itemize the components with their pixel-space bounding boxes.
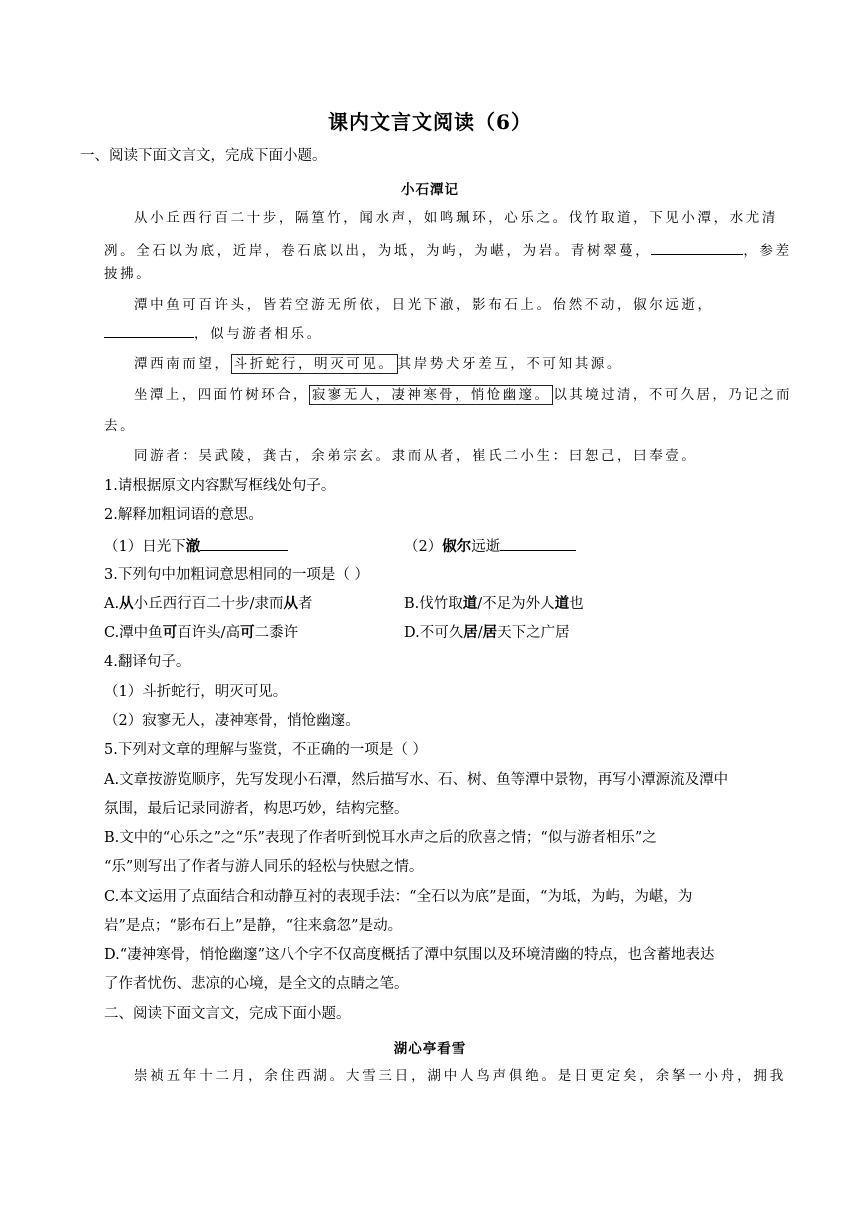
bold-word: 道 (462, 595, 478, 612)
page-title: 课内文言文阅读（6） (328, 110, 532, 134)
option-text: 者 (297, 596, 313, 612)
option-text: /不足为外人 (477, 596, 555, 612)
question-1: 1.请根据原文内容默写框线处句子。 (104, 478, 336, 494)
passage-line (104, 323, 323, 344)
question-4-item-2: （2）寂寥无人，凄神寒骨，悄怆幽邃。 (104, 713, 360, 729)
option-text: D.不可久 (404, 625, 464, 641)
passage-line (104, 240, 792, 261)
option-text: 天下之广居 (497, 625, 570, 641)
option-text: B.伐竹取 (404, 596, 463, 612)
passage-line: 从小丘西行百二十步，隔篁竹，闻水声，如鸣珮环，心乐之。伐竹取道，下见小潭，水尤清 (134, 210, 778, 226)
item-text: （1）日光下 (104, 539, 186, 555)
question-5: 5.下列对文章的理解与鉴赏，不正确的一项是（ ） (104, 742, 427, 758)
item-text: （2） (404, 539, 443, 555)
bold-word: 居 (482, 624, 498, 641)
option-text: / (477, 625, 483, 641)
passage-title: 湖心亭看雪 (393, 1041, 467, 1057)
question-3: 3.下列句中加粗词意思相同的一项是（ ） (104, 567, 369, 583)
item-text: 远逝 (471, 539, 501, 555)
bold-word: 从 (283, 595, 298, 612)
passage-line: 去。 (104, 418, 137, 434)
passage-line: 崇祯五年十二月，余住西湖。大雪三日，湖中人鸟声俱绝。是日更定矣，余拏一小舟，拥我 (134, 1068, 786, 1084)
passage-text: 潭西南而望， (134, 356, 231, 372)
passage-title: 小石潭记 (401, 182, 459, 198)
q5-option-a-line1: A.文章按游览顺序，先写发现小石潭，然后描写水、石、树、鱼等潭中景物，再写小潭源流及潭中 (104, 772, 729, 788)
passage-line: 同游者：吴武陵，龚古，余弟宗玄。隶而从者，崔氏二小生：曰恕己，曰奉壹。 (134, 448, 698, 464)
passage-line: 披拂。 (104, 266, 153, 282)
fill-blank (651, 240, 743, 255)
option-text: 也 (569, 596, 584, 612)
bold-word: 可 (240, 624, 255, 641)
passage-text: 其岸势犬牙差互，不可知其源。 (397, 356, 624, 372)
bold-word: 澈 (185, 538, 201, 555)
q5-option-c-line2: 岩”是点；“影布石上”是静，“往来翕忽”是动。 (104, 918, 403, 934)
q5-option-c-line1: C.本文运用了点面结合和动静互衬的表现手法：“全石以为底”是面，“为坻，为屿，为嵁，为 (104, 889, 693, 905)
answer-blank (200, 536, 288, 551)
q5-option-b-line1: B.文中的“心乐之”之“乐”表现了作者听到悦耳水声之后的欣喜之情；“似与游者相乐”之 (104, 830, 657, 846)
question-4: 4.翻译句子。 (104, 654, 191, 670)
passage-text: 坐潭上，四面竹树环合， (134, 387, 309, 403)
question-2-item-1 (104, 536, 288, 557)
bold-word: 道 (554, 595, 570, 612)
q5-option-b-line2: “乐”则写出了作者与游人同乐的轻松与快慰之情。 (104, 859, 424, 875)
q5-option-a-line2: 氛围，最后记录同游者，构思巧妙，结构完整。 (104, 801, 409, 817)
option-d (404, 623, 570, 643)
question-4-item-1: （1）斗折蛇行，明灭可见。 (104, 684, 288, 700)
passage-text: 冽。全石以为底，近岸，卷石底以出，为坻，为屿，为嵁，为岩。青树翠蔓， (104, 243, 652, 259)
fill-blank (104, 323, 194, 338)
q5-option-d-line1: D.“凄神寒骨，悄怆幽邃”这八个字不仅高度概括了潭中氛围以及环境清幽的特点，也含蓄地表达 (104, 947, 715, 963)
option-b (404, 594, 584, 614)
q5-option-d-line2: 了作者忧伤、悲凉的心境，是全文的点睛之笔。 (104, 976, 409, 992)
passage-text: ，参差 (743, 243, 792, 259)
question-2-item-2 (404, 536, 576, 557)
question-2: 2.解释加粗词语的意思。 (104, 507, 263, 523)
option-text: 百许头/高 (177, 625, 241, 641)
option-text: 小丘西行百二十步/隶而 (133, 596, 284, 612)
option-c (104, 623, 298, 643)
passage-line (134, 385, 792, 405)
section1-heading: 一、阅读下面文言文，完成下面小题。 (80, 148, 327, 164)
bold-word: 可 (162, 624, 178, 641)
passage-text: ，似与游者相乐。 (194, 326, 323, 342)
option-text: A. (104, 596, 120, 612)
passage-line: 潭中鱼可百许头，皆若空游无所依，日光下澈，影布石上。佁然不动，俶尔远逝， (134, 297, 714, 313)
passage-line (134, 354, 623, 374)
passage-text: 以其境过清，不可久居，乃记之而 (553, 387, 792, 403)
answer-blank (500, 536, 576, 551)
bold-word: 居 (463, 624, 478, 641)
option-text: C.潭中鱼 (104, 625, 163, 641)
boxed-sentence: 寂寥无人，凄神寒骨，悄怆幽邃。 (309, 385, 554, 405)
section2-heading: 二、阅读下面文言文，完成下面小题。 (104, 1006, 351, 1022)
option-a (104, 594, 312, 614)
bold-word: 从 (119, 595, 134, 612)
boxed-sentence: 斗折蛇行，明灭可见。 (231, 354, 398, 374)
option-text: 二黍许 (254, 625, 299, 641)
bold-word: 俶尔 (442, 538, 472, 555)
